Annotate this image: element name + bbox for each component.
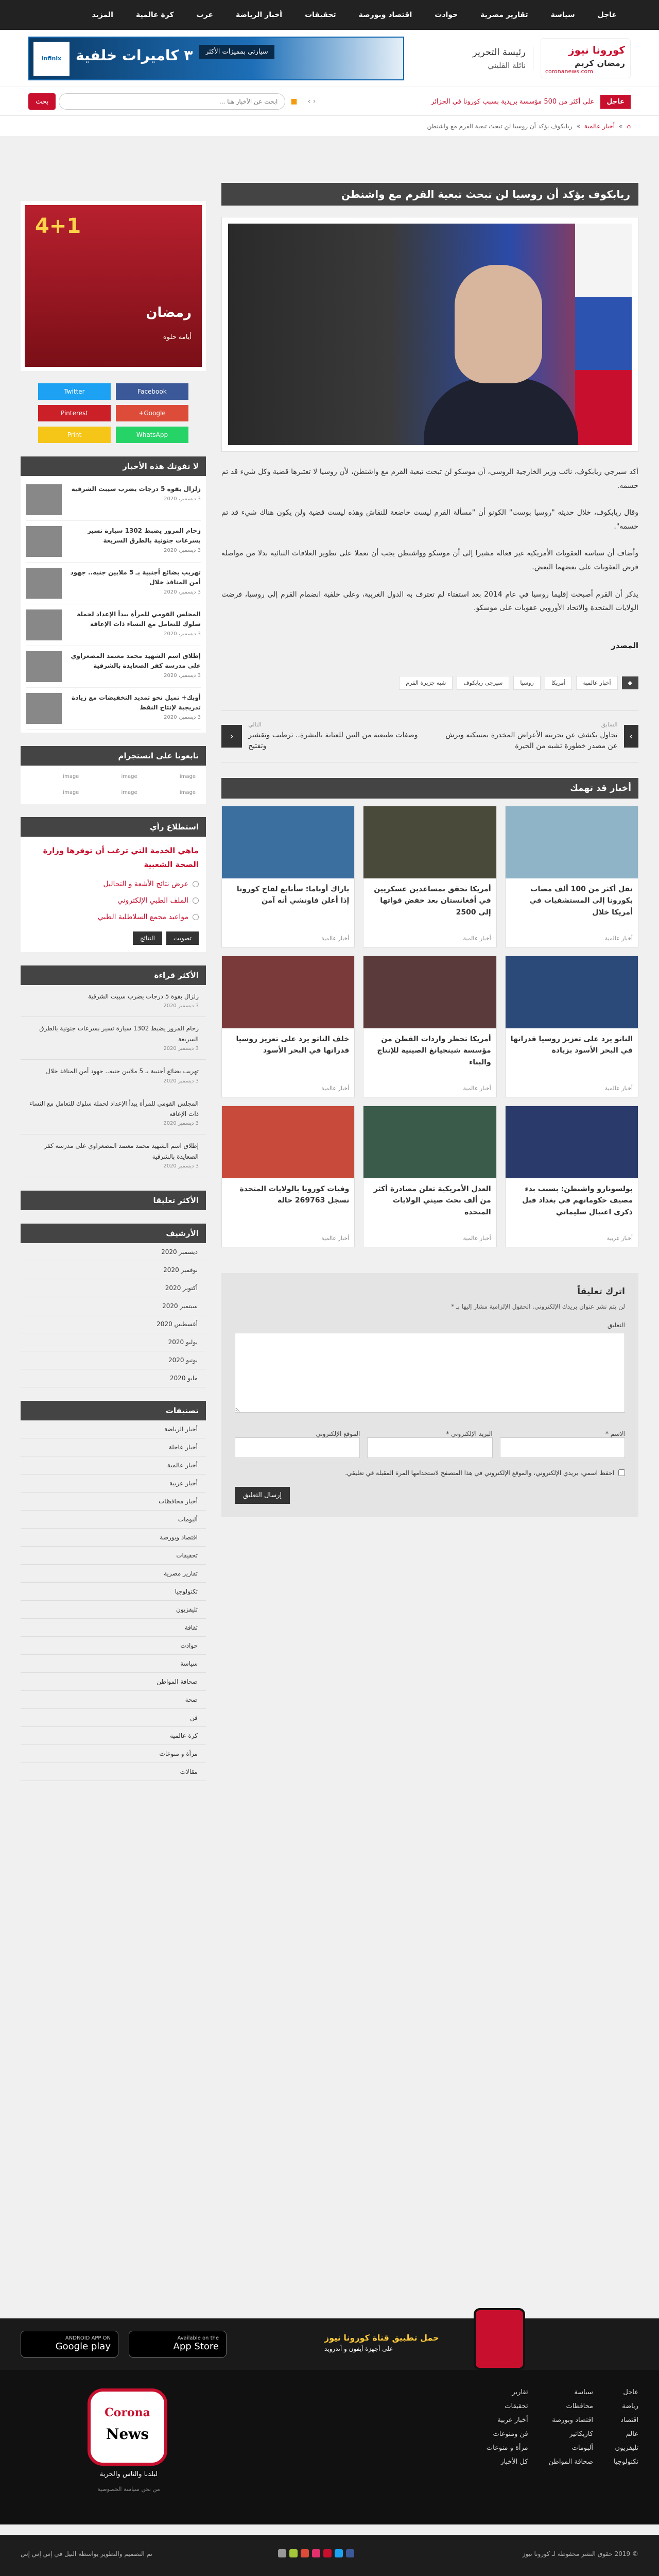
apple-icon[interactable] (278, 2549, 286, 2557)
category-link[interactable]: أخبار عاجلة (21, 1438, 206, 1456)
footer-slogan: لبلدنا والناس والحرية (99, 2470, 158, 2478)
related-card[interactable] (363, 806, 496, 947)
footer-link[interactable]: عالم (626, 2430, 638, 2438)
main-content (221, 183, 638, 1517)
dont-miss-date: 3 ديسمبر، 2020 (164, 631, 201, 637)
related-title[interactable]: وفيات كورونا بالولايات المتحدة تسجل 269763 حالة (239, 1184, 350, 1205)
poll-option-label: الملف الطبي الإلكتروني (117, 896, 188, 905)
dont-miss-item[interactable] (26, 688, 201, 730)
related-category[interactable]: أخبار عالمية (463, 1084, 491, 1092)
ticker-arrows[interactable]: ‹ › (307, 97, 316, 106)
footer-link[interactable]: عاجل (623, 2388, 638, 2396)
related-thumbnail[interactable] (506, 806, 638, 878)
comment-label: التعليق (607, 1321, 625, 1329)
related-title[interactable]: أمريكا تحظر واردات القطن من مؤسسة شينجيانغ الصينية للإنتاج والبناء (377, 1035, 491, 1066)
related-card[interactable] (505, 806, 638, 947)
dont-miss-date: 3 ديسمبر، 2020 (164, 673, 201, 679)
nav-item[interactable]: عرب (196, 11, 213, 19)
archive-link[interactable]: سبتمبر 2020 (21, 1297, 206, 1315)
dont-miss-title[interactable]: المجلس القومي للمرأة يبدأ الإعداد لحملة سلوك للتعامل مع النساء ذات الإعاقة (77, 611, 201, 628)
dont-miss-item[interactable] (26, 563, 201, 604)
tag-link[interactable]: روسيا (513, 676, 541, 690)
nav-item[interactable]: أخبار الرياضة (236, 11, 283, 19)
nav-item[interactable]: سياسة (550, 11, 575, 19)
prev-label: السابق (601, 721, 618, 728)
design-credit: تم التصميم والتطوير بواسطة النيل في إس إس إس (21, 2550, 153, 2557)
dont-miss-thumbnail[interactable] (26, 526, 62, 557)
related-thumbnail[interactable] (222, 1106, 354, 1178)
dont-miss-thumbnail[interactable] (26, 651, 62, 682)
archives-title: الأرشيف (21, 1224, 206, 1243)
most-read-item[interactable] (21, 1134, 206, 1177)
comment-note: لن يتم نشر عنوان بريدك الإلكتروني. الحقول الإلزامية مشار إليها بـ * (451, 1302, 625, 1310)
breadcrumb-sep: » (619, 123, 623, 130)
dont-miss-date: 3 ديسمبر، 2020 (164, 589, 201, 596)
dont-miss-text (67, 568, 201, 595)
footer-col-2 (549, 2385, 593, 2469)
social-icons (278, 2549, 354, 2557)
youtube-icon[interactable] (323, 2549, 332, 2557)
dont-miss-item[interactable] (26, 604, 201, 646)
most-read-date: 3 ديسمبر 2020 (163, 1003, 199, 1009)
archive-link[interactable]: نوفمبر 2020 (21, 1261, 206, 1279)
footer-link[interactable]: رياضة (622, 2402, 638, 2410)
most-read-title[interactable]: تهريب بضائع أجنبية بـ 5 ملايين جنيه.. جهود أمن المنافذ خلال (46, 1067, 199, 1075)
related-title[interactable]: أمريكا تحقق بمساعدين عسكريين في أفغانستان بعد خفض قواتها إلى 2500 (374, 885, 491, 917)
related-title[interactable]: العدل الأمريكية تعلن مصادرة أكثر من ألف بحث صيني الولايات المتحدة (373, 1184, 491, 1216)
dont-miss-title[interactable]: زلزال بقوة 5 درجات يضرب سيبت الشرقية (71, 485, 201, 493)
prev-title[interactable]: تحاول يكشف عن تجربته الأعراض المخدرة بمسكنه ويرش عن مصدر خطورة تشبه من الحيرة (445, 731, 618, 750)
related-title[interactable]: الناتو يرد على تعزيز روسيا قدراتها في البحر الأسود بزيادة (510, 1035, 633, 1055)
related-thumbnail[interactable] (363, 806, 496, 878)
footer-link[interactable]: اقتصاد وبورصة (552, 2416, 593, 2424)
app-store-button[interactable] (129, 2331, 227, 2358)
ad-title: رمضان (146, 305, 192, 320)
related-title[interactable]: نقل أكثر من 100 ألف مصاب بكورونا إلى المستشفيات في أمريكا خلال (529, 885, 633, 917)
category-link[interactable]: صحة (21, 1691, 206, 1709)
partner-image[interactable]: image (121, 774, 137, 779)
submit-comment-button[interactable]: إرسال التعليق (235, 1487, 290, 1504)
category-link[interactable]: مرأة و منوعات (21, 1745, 206, 1763)
category-link[interactable]: صحافة المواطن (21, 1673, 206, 1691)
share-buttons (38, 383, 188, 443)
nav-item[interactable]: تحقيقات (305, 11, 336, 19)
banner-main-text: ٣ كاميرات خلفية (76, 46, 193, 64)
poll-option[interactable] (28, 896, 199, 905)
related-thumbnail[interactable] (506, 956, 638, 1028)
archives-list (21, 1243, 206, 1387)
footer-link[interactable]: تكنولوجيا (613, 2458, 638, 2466)
nav-list (21, 0, 638, 30)
header-ad-banner[interactable] (28, 37, 404, 80)
poll-option-label: مواعيد مجمع السلاطلية الطبي (97, 913, 188, 921)
logo-main-text: كورونا نيوز (568, 44, 625, 56)
dont-miss-thumbnail[interactable] (26, 693, 62, 724)
results-button[interactable]: النتائج (133, 931, 162, 945)
archive-link[interactable]: أغسطس 2020 (21, 1315, 206, 1333)
category-link[interactable]: أخبار عالمية (21, 1456, 206, 1475)
chevron-left-icon[interactable]: ‹ (221, 725, 242, 748)
google-play-label: Google play (55, 2341, 111, 2352)
partner-image[interactable]: image (179, 774, 196, 779)
banner-tag: سيارتي بمميزات الأكثر (199, 45, 274, 59)
related-card[interactable] (363, 956, 496, 1097)
twitter-icon[interactable] (335, 2549, 343, 2557)
categories-title: تصنيفات (21, 1401, 206, 1420)
search-form (28, 93, 285, 110)
partners-title: تابعونا على انستجرام (21, 746, 206, 766)
category-link[interactable]: مقالات (21, 1763, 206, 1781)
most-read-date: 3 ديسمبر 2020 (163, 1163, 199, 1170)
app-promo-sub: على أجهزة أيفون و أندرويد (324, 2345, 393, 2352)
radio-icon[interactable] (193, 914, 199, 920)
category-link[interactable]: تحقيقات (21, 1547, 206, 1565)
top-navigation (0, 0, 659, 30)
ticker-label: عاجل (600, 95, 631, 109)
source-label: المصدر (611, 640, 638, 650)
copyright-text: © 2019 حقوق النشر محفوظة لـ كورونا نيوز (522, 2550, 638, 2557)
footer-link[interactable]: كاريكاتير (569, 2430, 593, 2438)
most-read-list (21, 985, 206, 1177)
category-link[interactable]: تقارير مصرية (21, 1565, 206, 1583)
share-pinterest-button[interactable]: Pinterest (38, 405, 111, 421)
footer-link[interactable]: تحقيقات (505, 2402, 528, 2410)
related-category[interactable]: أخبار عالمية (321, 935, 350, 942)
related-card[interactable] (221, 1106, 355, 1247)
comment-form (221, 1273, 638, 1517)
footer-link[interactable]: تليفزيون (615, 2444, 638, 2452)
footer-link[interactable]: فن ومنوعات (493, 2430, 528, 2438)
sidebar (21, 201, 206, 1781)
related-category[interactable]: أخبار عالمية (463, 935, 491, 942)
related-grid (221, 806, 638, 1247)
most-read-title[interactable]: المجلس القومي للمرأة يبدأ الإعداد لحملة سلوك للتعامل مع النساء ذات الإعاقة (29, 1099, 199, 1117)
related-card[interactable] (363, 1106, 496, 1247)
most-read-date: 3 ديسمبر 2020 (163, 1078, 199, 1084)
dont-miss-item[interactable] (26, 646, 201, 688)
footer-link[interactable]: محافظات (566, 2402, 593, 2410)
chevron-right-icon[interactable]: › (624, 725, 639, 748)
related-card[interactable] (221, 956, 355, 1097)
category-link[interactable]: فن (21, 1709, 206, 1727)
category-link[interactable]: أخبار عربية (21, 1475, 206, 1493)
most-read-date: 3 ديسمبر 2020 (163, 1121, 199, 1127)
ad-offer: 4+1 (35, 214, 81, 238)
facebook-icon[interactable] (346, 2549, 354, 2557)
poll-title: استطلاع رأي (21, 817, 206, 837)
editor-name: نائلة القليني (488, 60, 526, 70)
google-play-sub: ANDROID APP ON (65, 2335, 111, 2341)
related-title[interactable]: بولسونارو واشنطن: بسبب بدء مصيف حكوماتهم في بغداد قبل ذكرى اغتيال سليماني (522, 1184, 633, 1216)
nav-item[interactable]: كرة عالمية (135, 11, 174, 19)
poll-option-label: عرض نتائج الأشعة و التحاليل (103, 880, 188, 888)
vote-button[interactable]: تصويت (166, 931, 199, 945)
footer (0, 2370, 659, 2524)
dont-miss-title[interactable]: زحام المرور يضبط 1302 سيارة تسير بسرعات جنونية بالطرق السريعة (87, 527, 201, 545)
dont-miss-title[interactable]: أوبك+ تميل نحو تمديد التخفيضات مع زيادة تدريجية لإنتاج النفط (71, 694, 201, 711)
nav-item[interactable]: تقارير مصرية (480, 11, 528, 19)
google-icon[interactable] (301, 2549, 309, 2557)
consent-checkbox[interactable] (618, 1469, 625, 1476)
name-label: الاسم * (605, 1430, 625, 1437)
poll-question: ماهي الخدمة التي ترغب أن توفرها وزارة الصحة الشعبية (43, 846, 199, 869)
dont-miss-text (67, 609, 201, 637)
partner-image[interactable]: image (179, 790, 196, 795)
tags-list (221, 676, 638, 690)
dont-miss-thumbnail[interactable] (26, 484, 62, 515)
site-logo[interactable] (541, 38, 631, 78)
dont-miss-title[interactable]: تهريب بضائع أجنبية بـ 5 ملايين جنيه.. جهود أمن المنافذ خلال (70, 569, 201, 586)
dont-miss-thumbnail[interactable] (26, 568, 62, 599)
footer-link[interactable]: تقارير (512, 2388, 528, 2396)
footer-link[interactable]: أخبار عربية (497, 2416, 528, 2424)
most-read-item[interactable] (21, 1060, 206, 1092)
home-icon[interactable]: ⌂ (627, 123, 631, 130)
post-title: ريابكوف يؤكد أن روسيا لن تبحث تبعية القرم مع واشنطن (221, 183, 638, 206)
copyright-bar (0, 2535, 659, 2576)
app-store-sub: Available on the (177, 2335, 219, 2341)
dont-miss-item[interactable] (26, 521, 201, 563)
post-paragraph: وقال ريابكوف، خلال حديثه "روسيا بوست" الكونو أن "مسألة القرم ليست خاضعة للنقاش وهذه ليست قضية ولن يكون هناك شيء قد تم حسمه". (221, 509, 638, 531)
comment-title: اترك تعليقاً (577, 1286, 625, 1297)
comment-textarea[interactable] (235, 1333, 625, 1413)
tag-icon: ◆ (622, 676, 638, 689)
dont-miss-text (67, 651, 201, 679)
category-link[interactable]: أخبار محافظات (21, 1493, 206, 1511)
post-paragraph: يذكر أن القرم أصبحت إقليما روسيا في عام 2014 بعد استفتاء لم تعترف به الدول الغربية، وعلى خلفية انضمام القرم إلى روسيا، فرضت الولايات المتحدة والاتحاد الأوروبي عقوبات على موسكو. (221, 590, 639, 613)
related-category[interactable]: أخبار عربية (606, 1234, 633, 1242)
sidebar-ad[interactable] (21, 201, 206, 371)
logo-sub-text: رمضان كريم (575, 58, 625, 68)
phone-illustration (474, 2308, 525, 2370)
related-card[interactable] (221, 806, 355, 947)
archive-link[interactable]: يونيو 2020 (21, 1351, 206, 1369)
related-thumbnail[interactable] (222, 956, 354, 1028)
breadcrumb-current: ريابكوف يؤكد أن روسيا لن تبحث تبعية القرم مع واشنطن (427, 123, 573, 130)
prev-post-link[interactable] (438, 721, 638, 752)
next-title[interactable]: وصفات طبيعية من التين للعناية بالبشرة.. ترطيب وتقشير وتفتيح (248, 731, 418, 750)
archive-link[interactable]: يوليو 2020 (21, 1333, 206, 1351)
radio-icon[interactable] (193, 881, 199, 887)
archive-link[interactable]: ديسمبر 2020 (21, 1243, 206, 1261)
post-paragraph: أكد سيرجي ريابكوف، نائب وزير الخارجية الروسي، أن موسكو لن تبحث تبعية القرم مع واشنطن، لأن روسيا لا تعتبرها قضية وكل شيء قد تم حسمه. (221, 468, 638, 490)
nav-item[interactable]: المزيد (92, 11, 113, 19)
footer-logo-line1: Corona (105, 2406, 150, 2419)
search-button[interactable]: بحث (28, 93, 56, 110)
most-read-item[interactable] (21, 985, 206, 1017)
header (0, 30, 659, 87)
most-read-title[interactable]: إطلاق اسم الشهيد محمد معتمد المصعراوي على مدرسة كفر الصعايدة بالشرقية (44, 1142, 199, 1160)
related-thumbnail[interactable] (506, 1106, 638, 1178)
related-card[interactable] (505, 956, 638, 1097)
related-card[interactable] (505, 1106, 638, 1247)
footer-link[interactable]: سياسة (574, 2388, 593, 2396)
tag-link[interactable]: شبه جزيرة القرم (399, 676, 453, 690)
email-field[interactable] (367, 1437, 492, 1458)
related-category[interactable]: أخبار عالمية (604, 1084, 633, 1092)
partner-image[interactable]: image (63, 774, 79, 779)
related-thumbnail[interactable] (363, 1106, 496, 1178)
related-category[interactable]: أخبار عالمية (604, 935, 633, 942)
dont-miss-text (67, 484, 201, 502)
share-print-button[interactable]: Print (38, 427, 111, 443)
most-read-date: 3 ديسمبر 2020 (163, 1046, 199, 1052)
related-title[interactable]: خلف الناتو يرد على تعزيز روسيا قدراتها في البحر الأسود (236, 1035, 350, 1055)
most-commented-title: الأكثر تعليقا (21, 1191, 206, 1210)
tag-link[interactable]: أمريكا (545, 676, 573, 690)
prev-next-nav (221, 710, 638, 762)
website-label: الموقع الإلكتروني (316, 1430, 360, 1437)
footer-link[interactable]: ألبومات (571, 2444, 593, 2452)
next-post-link[interactable] (221, 721, 422, 752)
rss-icon[interactable]: ■ (290, 97, 298, 106)
post-body (221, 452, 638, 615)
android-icon[interactable] (289, 2549, 298, 2557)
footer-link[interactable]: مرأة و منوعات (486, 2444, 528, 2452)
category-link[interactable]: تكنولوجيا (21, 1583, 206, 1601)
footer-links[interactable]: من نحن سياسة الخصوصية (97, 2486, 160, 2493)
footer-logo[interactable] (88, 2388, 167, 2466)
post-paragraph: وأضاف أن سياسة العقوبات الأمريكية غير فعالة مشيرا إلى أن موسكو وواشنطن يجب أن تعملا على تطوير العلاقات الثنائية بدلا من مواصلة فرض العقوبات على بعضهما البعض. (221, 549, 638, 571)
tag-link[interactable]: أخبار عالمية (576, 676, 617, 690)
related-category[interactable]: أخبار عالمية (321, 1234, 350, 1242)
tag-link[interactable]: سيرجي ريابكوف (457, 676, 509, 690)
nav-item[interactable]: حوادث (435, 11, 458, 19)
dont-miss-date: 3 ديسمبر، 2020 (164, 496, 201, 502)
app-store-label: App Store (173, 2341, 219, 2352)
dont-miss-text (67, 526, 201, 553)
breadcrumb-sep: » (576, 123, 580, 130)
share-facebook-button[interactable]: Facebook (116, 383, 188, 400)
next-label: التالي (248, 721, 262, 728)
category-link[interactable]: أخبار الرياضة (21, 1420, 206, 1438)
consent-text: احفظ اسمي، بريدي الإلكتروني، والموقع الإلكتروني في هذا المتصفح لاستخدامها المرة المقبلة في تعليقي. (345, 1469, 614, 1477)
most-read-title[interactable]: زلزال بقوة 5 درجات يضرب سيبت الشرقية (88, 993, 199, 1000)
post-image (221, 217, 638, 452)
partner-image[interactable]: image (63, 790, 79, 795)
dont-miss-date: 3 ديسمبر، 2020 (164, 548, 201, 554)
category-link[interactable]: ثقافة (21, 1619, 206, 1637)
dont-miss-item[interactable] (26, 479, 201, 521)
dont-miss-text (67, 693, 201, 720)
category-link[interactable]: ألبومات (21, 1511, 206, 1529)
most-read-item[interactable] (21, 1092, 206, 1135)
category-link[interactable]: اقتصاد وبورصة (21, 1529, 206, 1547)
dont-miss-thumbnail[interactable] (26, 609, 62, 640)
dont-miss-list (21, 476, 206, 733)
related-thumbnail[interactable] (222, 806, 354, 878)
dont-miss-date: 3 ديسمبر، 2020 (164, 715, 201, 721)
app-promo-text: حمل تطبيق قناة كورونا نيوز (324, 2333, 439, 2343)
nav-item[interactable]: عاجل (597, 11, 617, 19)
archive-link[interactable]: أكتوبر 2020 (21, 1279, 206, 1297)
ticker-text[interactable]: على أكثر من 500 مؤسسة بريدية بسبب كورونا في الجزائر (431, 97, 595, 106)
name-field[interactable] (500, 1437, 625, 1458)
share-googleplus-button[interactable]: Google+ (116, 405, 188, 421)
related-category[interactable]: أخبار عالمية (463, 1234, 491, 1242)
footer-logo-line2: News (106, 2426, 149, 2443)
footer-link[interactable]: اقتصاد (620, 2416, 638, 2424)
dont-miss-title[interactable]: إطلاق اسم الشهيد محمد معتمد المصعراوي على مدرسة كفر الصعايدة بالشرقية (71, 652, 201, 670)
partner-image[interactable]: image (121, 790, 137, 795)
instagram-icon[interactable] (312, 2549, 320, 2557)
most-read-title[interactable]: زحام المرور يضبط 1302 سيارة تسير بسرعات جنونية بالطرق السريعة (39, 1025, 199, 1043)
radio-icon[interactable] (193, 897, 199, 904)
poll (21, 837, 206, 952)
share-twitter-button[interactable]: Twitter (38, 383, 111, 400)
email-label: البريد الإلكتروني * (446, 1430, 493, 1437)
footer-col-3 (487, 2385, 528, 2469)
category-link[interactable]: كرة عالمية (21, 1727, 206, 1745)
related-title[interactable]: باراك أوباما: سأتابع لقاح كورونا إذا أعلن فاوتشي أنه آمن (236, 885, 350, 905)
poll-option[interactable] (28, 913, 199, 921)
ad-sub: أيامه حلوه (163, 333, 192, 341)
google-play-button[interactable] (21, 2331, 118, 2358)
news-ticker (0, 87, 659, 115)
categories-list (21, 1420, 206, 1781)
footer-link[interactable]: صحافة المواطن (548, 2458, 593, 2466)
related-category[interactable]: أخبار عالمية (321, 1084, 350, 1092)
most-read-title: الأكثر قراءة (21, 965, 206, 985)
poll-option[interactable] (28, 880, 199, 888)
related-title: أخبار قد تهمك (221, 778, 638, 799)
partners-grid (21, 766, 206, 804)
editor-title: رئيسة التحرير (473, 46, 526, 58)
logo-area[interactable] (473, 38, 631, 78)
footer-col-1 (614, 2385, 638, 2469)
breadcrumb (0, 115, 659, 136)
category-link[interactable]: حوادث (21, 1637, 206, 1655)
editor-info (473, 47, 533, 70)
archive-link[interactable]: مايو 2020 (21, 1369, 206, 1387)
breadcrumb-category[interactable]: أخبار عالمية (584, 123, 615, 130)
related-thumbnail[interactable] (363, 956, 496, 1028)
most-read-item[interactable] (21, 1017, 206, 1060)
category-link[interactable]: تليفزيون (21, 1601, 206, 1619)
category-link[interactable]: سياسة (21, 1655, 206, 1673)
app-download-bar (0, 2318, 659, 2370)
footer-link[interactable]: كل الأخبار (500, 2458, 528, 2466)
nav-item[interactable]: اقتصاد وبورصة (358, 11, 412, 19)
logo-site-text: coronanews.com (545, 68, 593, 75)
dont-miss-title: لا تفوتك هذه الأخبار (21, 456, 206, 476)
search-input[interactable] (59, 93, 285, 110)
share-whatsapp-button[interactable]: WhatsApp (116, 427, 188, 443)
website-field[interactable] (235, 1437, 360, 1458)
banner-brand: infinix (33, 42, 70, 76)
